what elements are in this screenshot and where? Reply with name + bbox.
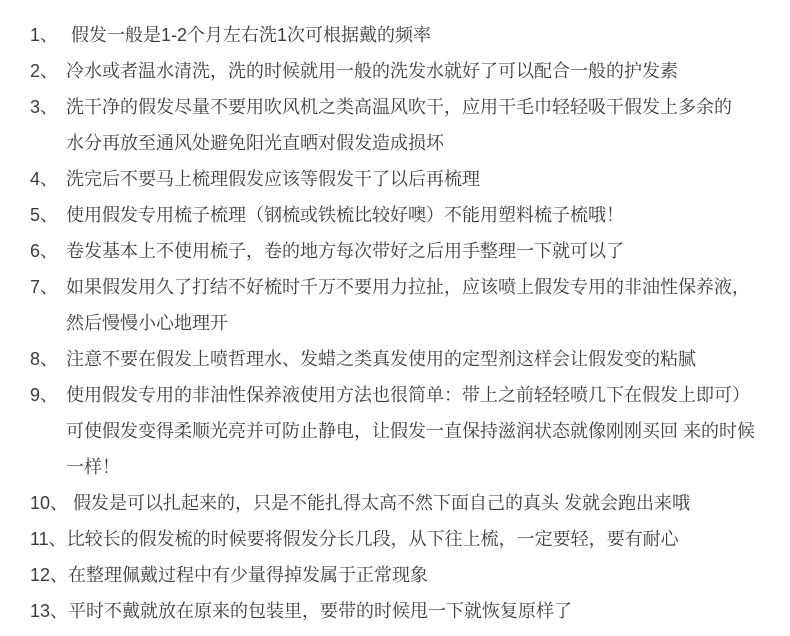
list-item-number: 5、 [30, 205, 59, 225]
list-item-number: 1、 [30, 25, 59, 45]
list-item-text: 洗完后不要马上梳理假发应该等假发干了以后再梳理 [66, 169, 480, 189]
list-item-text: 假发是可以扎起来的，只是不能扎得太高不然下面自己的真头 发就会跑出来哦 [68, 493, 691, 513]
list-item-text: 使用假发专用的非油性保养液使用方法也很简单：带上之前轻轻喷几下在假发上即可） [66, 385, 750, 405]
list-item-line: 一样！ [66, 457, 120, 477]
list-item-line [30, 269, 790, 305]
list-item-line [30, 233, 790, 269]
list-item-line: 然后慢慢小心地理开 [66, 313, 228, 333]
list-item-line [30, 485, 790, 521]
list-item-number: 12、 [30, 565, 69, 585]
list-item-line [30, 377, 790, 413]
list-item-line: 水分再放至通风处避免阳光直晒对假发造成损坏 [66, 133, 444, 153]
list-item-text: 如果假发用久了打结不好梳时千万不要用力拉扯，应该喷上假发专用的非油性保养液， [66, 277, 750, 297]
list-item-number: 8、 [30, 349, 59, 369]
list-item-line [30, 557, 790, 593]
list-item-text: 洗干净的假发尽量不要用吹风机之类高温风吹干，应用干毛巾轻轻吸干假发上多余的 [66, 97, 732, 117]
list-item-number: 10、 [30, 493, 69, 513]
list-item-text: 冷水或者温水清洗，洗的时候就用一般的洗发水就好了可以配合一般的护发素 [66, 61, 678, 81]
list-item-line [30, 53, 790, 89]
list-item-number: 2、 [30, 61, 59, 81]
list-item-text: 卷发基本上不使用梳子，卷的地方每次带好之后用手整理一下就可以了 [66, 241, 624, 261]
list-item-text: 比较长的假发梳的时候要将假发分长几段，从下往上梳，一定要轻，要有耐心 [66, 529, 679, 549]
list-item-line [30, 341, 790, 377]
list-item-number: 6、 [30, 241, 59, 261]
list-item-line [30, 593, 790, 629]
list-item-text: 使用假发专用梳子梳理（钢梳或铁梳比较好噢）不能用塑料梳子梳哦！ [66, 205, 624, 225]
list-item-text: 假发一般是1-2个月左右洗1次可根据戴的频率 [66, 25, 432, 45]
list-item-text: 在整理佩戴过程中有少量得掉发属于正常现象 [68, 565, 429, 585]
list-item-line [30, 89, 790, 125]
care-instructions-list [0, 17, 790, 629]
list-item-number: 11、 [30, 529, 67, 549]
list-item-line [30, 17, 790, 53]
list-item-number: 3、 [30, 97, 59, 117]
list-item-line: 可使假发变得柔顺光亮并可防止静电，让假发一直保持滋润状态就像刚刚买回 来的时候 [66, 421, 755, 441]
list-item-line [30, 197, 790, 233]
list-item-number: 7、 [30, 277, 59, 297]
list-item-number: 9、 [30, 385, 59, 405]
list-item-line [30, 161, 790, 197]
list-item-line [30, 521, 790, 557]
list-item-text: 平时不戴就放在原来的包装里，要带的时候甩一下就恢复原样了 [68, 601, 573, 621]
list-item-number: 13、 [30, 601, 69, 621]
list-item-text: 注意不要在假发上喷哲理水、发蜡之类真发使用的定型剂这样会让假发变的粘腻 [66, 349, 696, 369]
list-item-number: 4、 [30, 169, 59, 189]
